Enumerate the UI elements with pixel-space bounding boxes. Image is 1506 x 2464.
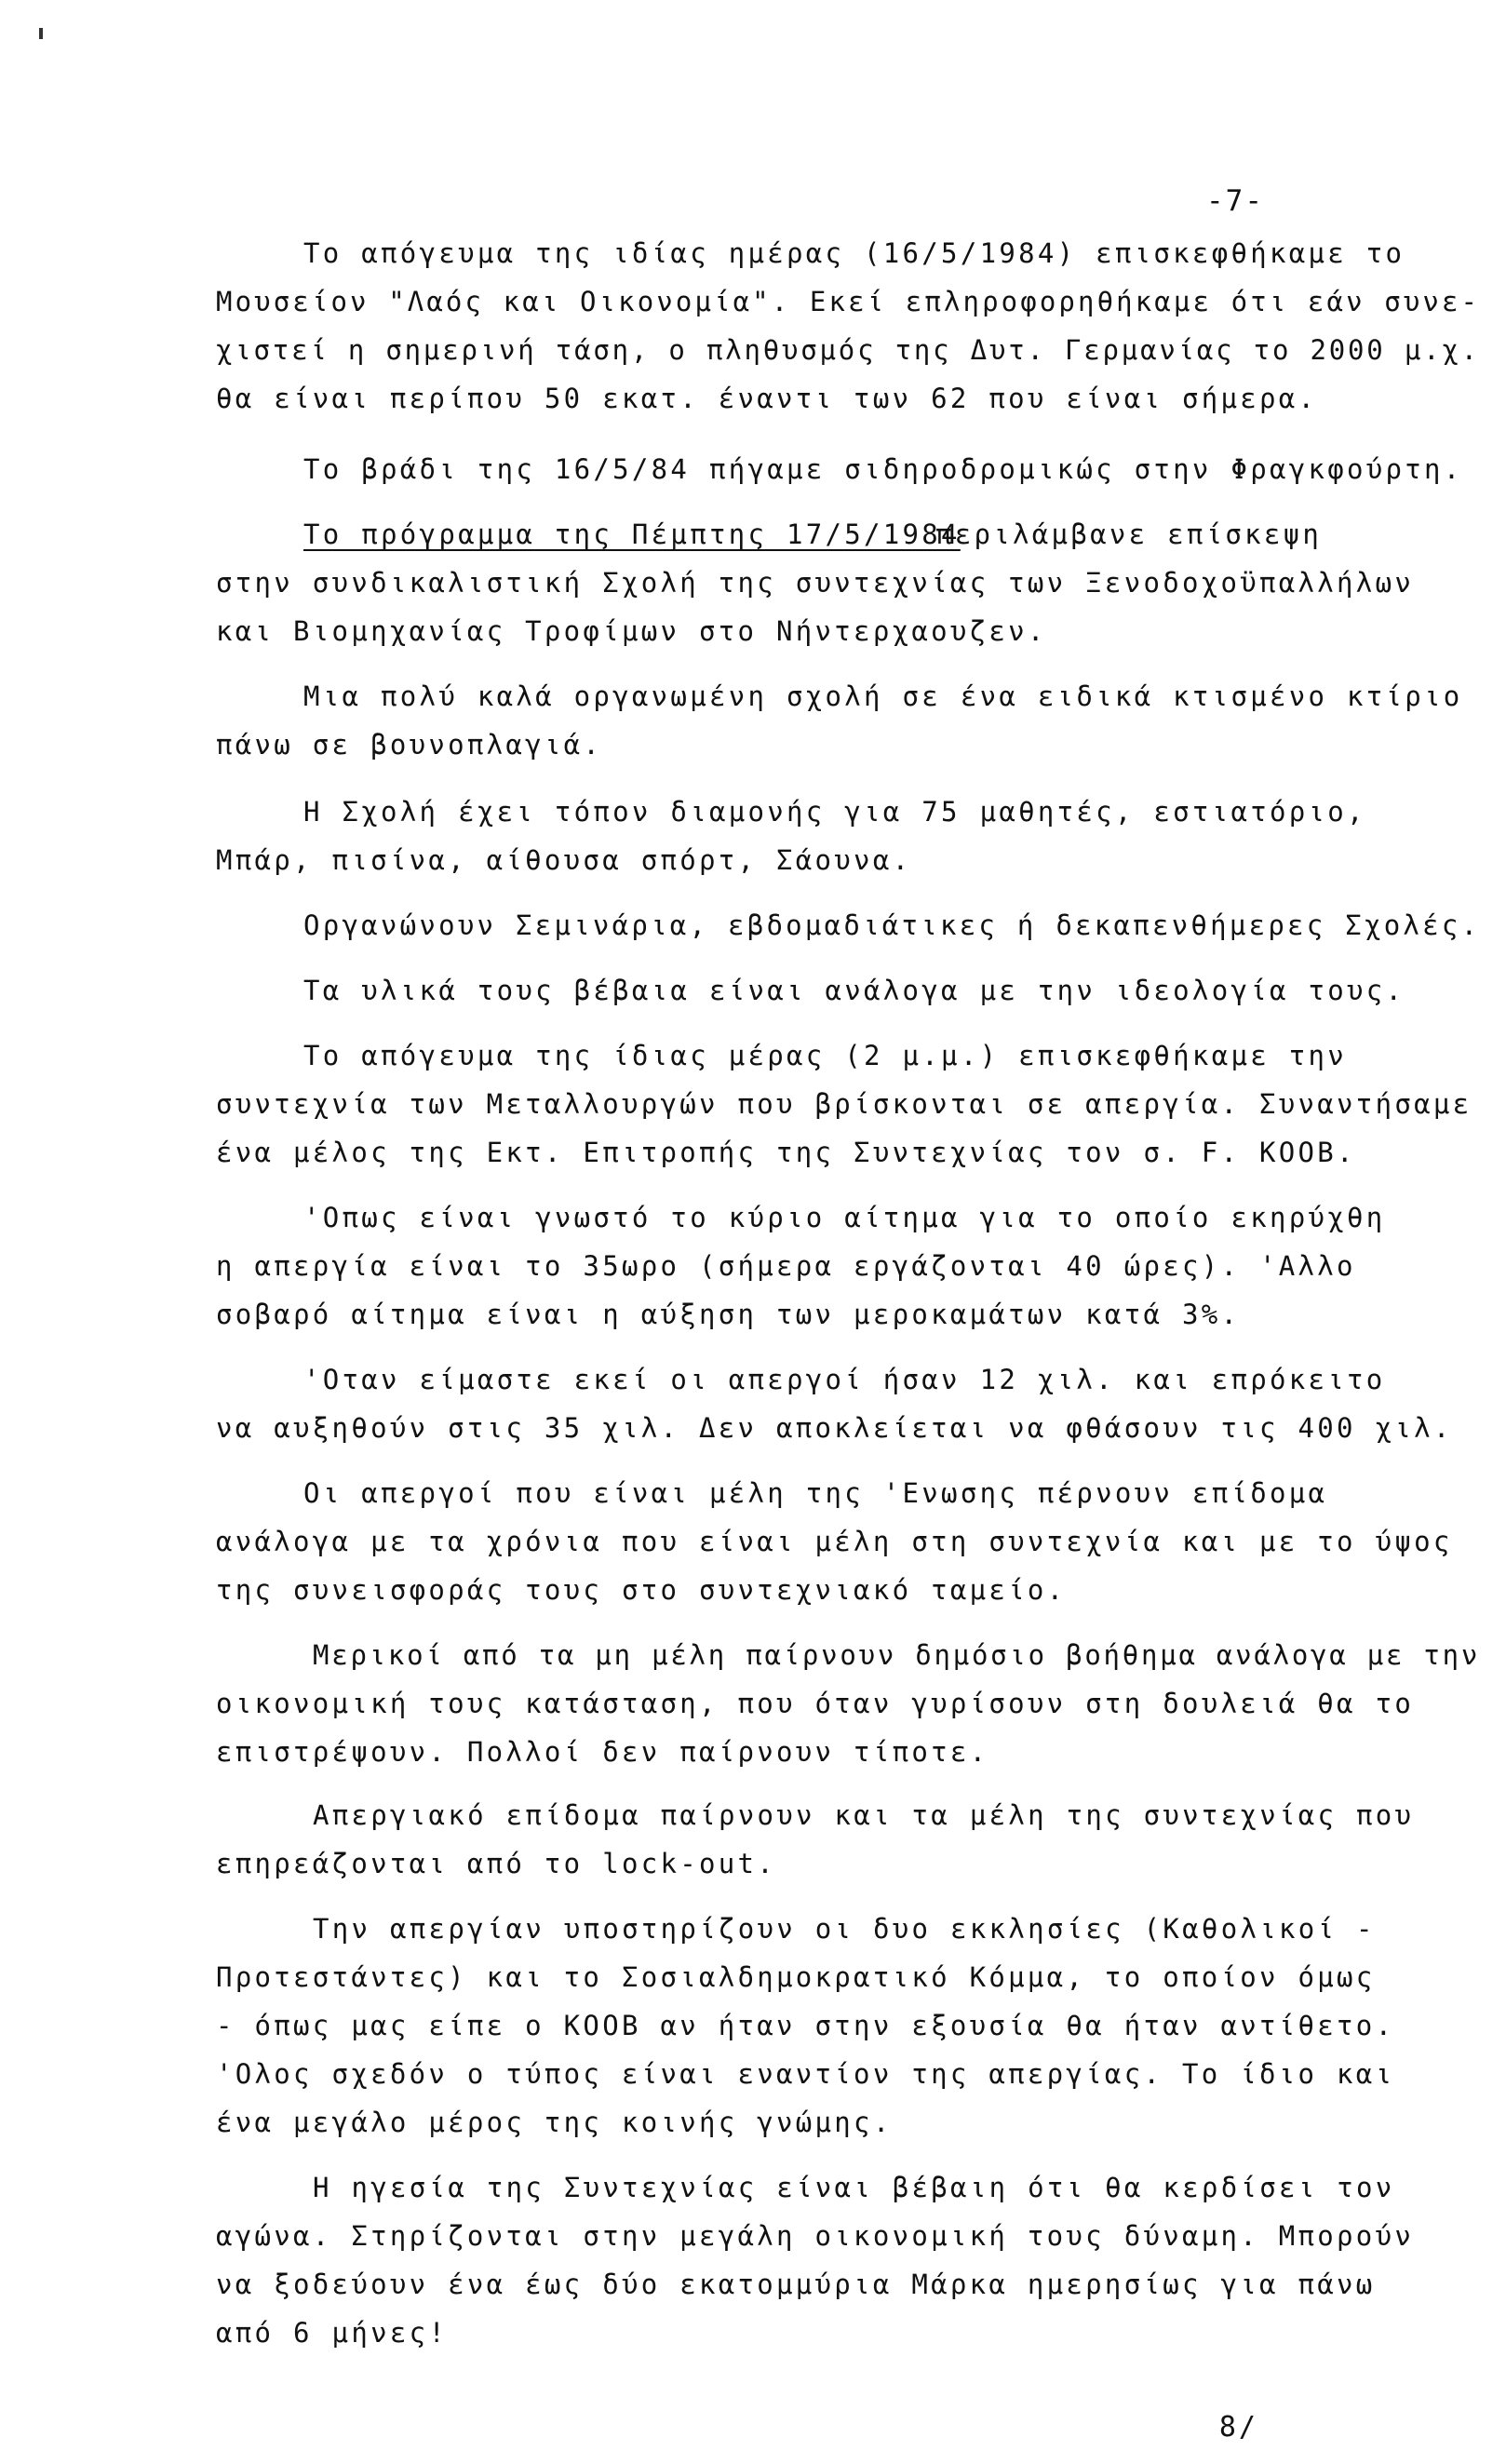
text-line: περιλάμβανε επίσκεψη (935, 518, 1323, 550)
text-line: Η ηγεσία της Συντεχνίας είναι βέβαιη ότι θα κερδίσει τον (313, 2172, 1395, 2203)
text-line: 'Οπως είναι γνωστό το κύριο αίτημα για το οποίο εκηρύχθη (303, 1202, 1386, 1233)
text-line: επιστρέψουν. Πολλοί δεν παίρνουν τίποτε. (216, 1736, 989, 1768)
text-line: - όπως μας είπε ο KOOB αν ήταν στην εξουσία θα ήταν αντίθετο. (216, 2010, 1395, 2041)
text-line: Η Σχολή έχει τόπον διαμονής για 75 μαθητές, εστιατόριο, (303, 796, 1366, 828)
text-line: Μουσείον "Λαός και Οικονομία". Εκεί επληροφορηθήκαμε ότι εάν συνε- (216, 286, 1481, 317)
text-line: οικονομική τους κατάσταση, που όταν γυρίσουν στη δουλειά θα το (216, 1688, 1415, 1719)
text-line: Προτεστάντες) και το Σοσιαλδημοκρατικό Κόμμα, το οποίον όμως (216, 1961, 1376, 1993)
text-line: της συνεισφοράς τους στο συντεχνιακό ταμείο. (216, 1574, 1067, 1606)
text-line: και Βιομηχανίας Τροφίμων στο Νήντερχαουζεν. (216, 615, 1047, 647)
text-line: 'Οταν είμαστε εκεί οι απεργοί ήσαν 12 χιλ. και επρόκειτο (303, 1364, 1386, 1395)
text-line: ένα μέλος της Εκτ. Επιτροπής της Συντεχνίας τον σ. F. KOOB. (216, 1137, 1356, 1168)
text-line: Την απεργίαν υποστηρίζουν οι δυο εκκλησίες (Καθολικοί - (313, 1913, 1376, 1945)
text-line: θα είναι περίπου 50 εκατ. έναντι των 62 που είναι σήμερα. (216, 383, 1318, 414)
scan-mark (39, 28, 43, 39)
text-line: να ξοδεύουν ένα έως δύο εκατομμύρια Μάρκα ημερησίως για πάνω (216, 2269, 1376, 2300)
text-line: Το απόγευμα της ίδιας μέρας (2 μ.μ.) επισκεφθήκαμε την (303, 1040, 1348, 1071)
text-line: πάνω σε βουνοπλαγιά. (216, 729, 603, 761)
text-line: ένα μεγάλο μέρος της κοινής γνώμης. (216, 2107, 893, 2138)
text-line: Μερικοί από τα μη μέλη παίρνουν δημόσιο βοήθημα ανάλογα με την (313, 1639, 1481, 1671)
text-line: χιστεί η σημερινή τάση, ο πληθυσμός της Δυτ. Γερμανίας το 2000 μ.χ. (216, 334, 1480, 366)
text-line: σοβαρό αίτημα είναι η αύξηση των μεροκαμάτων κατά 3%. (216, 1299, 1241, 1330)
text-line: Το απόγευμα της ιδίας ημέρας (16/5/1984) επισκεφθήκαμε το (303, 237, 1405, 269)
text-line: ανάλογα με τα χρόνια που είναι μέλη στη συντεχνία και με το ύψος (216, 1526, 1453, 1557)
text-line: Τα υλικά τους βέβαια είναι ανάλογα με την ιδεολογία τους. (303, 975, 1405, 1006)
text-line: από 6 μήνες! (216, 2317, 449, 2349)
text-line: αγώνα. Στηρίζονται στην μεγάλη οικονομική τους δύναμη. Μπορούν (216, 2220, 1415, 2252)
text-line: Το βράδι της 16/5/84 πήγαμε σιδηροδρομικώς στην Φραγκφούρτη. (303, 453, 1463, 485)
underlined-date-heading: Το πρόγραμμα της Πέμπτης 17/5/1984 (303, 518, 961, 550)
continuation-marker: 8/ (1218, 2411, 1258, 2444)
text-line: Μια πολύ καλά οργανωμένη σχολή σε ένα ειδικά κτισμένο κτίριο (303, 680, 1463, 712)
text-line: να αυξηθούν στις 35 χιλ. Δεν αποκλείεται να φθάσουν τις 400 χιλ. (216, 1412, 1453, 1444)
text-line: Απεργιακό επίδομα παίρνουν και τα μέλη της συντεχνίας που (313, 1799, 1415, 1831)
text-line: συντεχνία των Μεταλλουργών που βρίσκονται σε απεργία. Συναντήσαμε (216, 1088, 1472, 1120)
text-line: 'Ολος σχεδόν ο τύπος είναι εναντίον της απεργίας. Το ίδιο και (216, 2058, 1395, 2090)
text-line: η απεργία είναι το 35ωρο (σήμερα εργάζονται 40 ώρες). 'Αλλο (216, 1250, 1356, 1282)
page-number: -7- (1206, 184, 1264, 218)
text-line: στην συνδικαλιστική Σχολή της συντεχνίας των Ξενοδοχοϋπαλλήλων (216, 567, 1415, 599)
text-line: Οι απεργοί που είναι μέλη της 'Ενωσης πέρνουν επίδομα (303, 1477, 1328, 1509)
text-line: Οργανώνουν Σεμινάρια, εβδομαδιάτικες ή δεκαπενθήμερες Σχολές. (303, 909, 1481, 941)
text-line: Μπάρ, πισίνα, αίθουσα σπόρτ, Σάουνα. (216, 844, 912, 876)
text-line: επηρεάζονται από το lock-out. (216, 1848, 777, 1879)
